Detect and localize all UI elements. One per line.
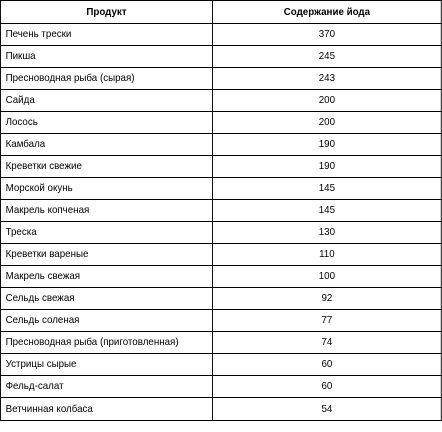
product-name: Креветки вареные: [0, 244, 212, 266]
iodine-value: 243: [213, 68, 442, 90]
iodine-value: 100: [213, 266, 442, 288]
table-row: [0, 398, 441, 421]
table-row: [0, 90, 441, 112]
product-name: Макрель копченая: [0, 200, 212, 222]
product-name: Сельдь свежая: [0, 288, 212, 310]
iodine-value: 77: [213, 310, 442, 332]
iodine-value: 200: [213, 90, 442, 112]
product-name: Лосось: [0, 112, 212, 134]
iodine-value: 370: [213, 24, 442, 46]
table-header-row: [0, 1, 441, 24]
table-row: [0, 332, 441, 354]
iodine-value: 74: [213, 332, 442, 354]
product-name: Пикша: [0, 46, 212, 68]
iodine-value: 145: [213, 178, 442, 200]
product-name: Камбала: [0, 134, 212, 156]
product-name: Пресноводная рыба (приготовленная): [0, 332, 212, 354]
product-name: Сайда: [0, 90, 212, 112]
iodine-value: 60: [213, 376, 442, 398]
iodine-value: 245: [213, 46, 442, 68]
product-name: Сельдь соленая: [0, 310, 212, 332]
product-name: Фельд-салат: [0, 376, 212, 398]
product-name: Пресноводная рыба (сырая): [0, 68, 212, 90]
header-iodine-content: Содержание йода: [213, 1, 442, 24]
header-product: Продукт: [0, 1, 212, 24]
iodine-value: 190: [213, 156, 442, 178]
iodine-value: 130: [213, 222, 442, 244]
table-row: [0, 310, 441, 332]
table-row: [0, 24, 441, 46]
product-name: Печень трески: [0, 24, 212, 46]
product-name: Ветчинная колбаса: [0, 398, 212, 421]
iodine-value: 54: [213, 398, 442, 421]
product-name: Морской окунь: [0, 178, 212, 200]
table-row: [0, 354, 441, 376]
table-row: [0, 46, 441, 68]
table-row: [0, 376, 441, 398]
table-row: [0, 266, 441, 288]
table-row: [0, 200, 441, 222]
table-row: [0, 68, 441, 90]
product-name: Креветки свежие: [0, 156, 212, 178]
table-row: [0, 178, 441, 200]
product-name: Треска: [0, 222, 212, 244]
iodine-value: 190: [213, 134, 442, 156]
iodine-value: 60: [213, 354, 442, 376]
table-row: [0, 134, 441, 156]
iodine-value: 110: [213, 244, 442, 266]
iodine-value: 200: [213, 112, 442, 134]
product-name: Макрель свежая: [0, 266, 212, 288]
iodine-value: 145: [213, 200, 442, 222]
table-row: [0, 112, 441, 134]
table-row: [0, 156, 441, 178]
table-row: [0, 222, 441, 244]
iodine-value: 92: [213, 288, 442, 310]
product-name: Устрицы сырые: [0, 354, 212, 376]
table-row: [0, 244, 441, 266]
table-row: [0, 288, 441, 310]
